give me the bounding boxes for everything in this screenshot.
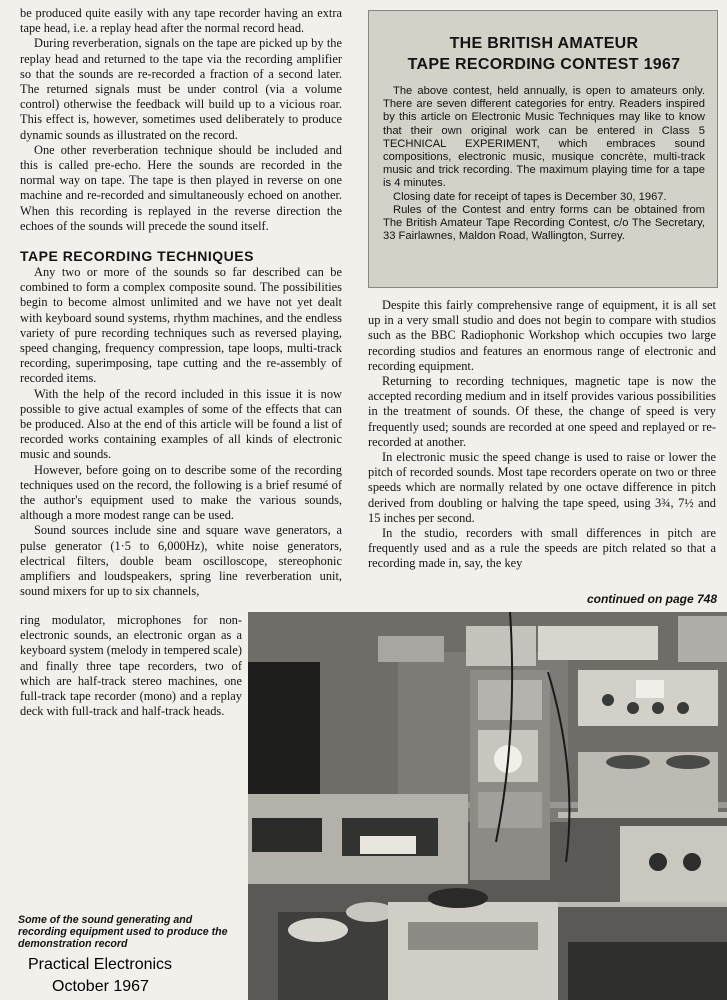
- equipment-photo: [248, 612, 727, 1000]
- left-column-top: [20, 6, 342, 234]
- contest-paragraph: Rules of the Contest and entry forms can be obtained from The British Amateur Tape Recording Contest, c/o The Secretary, 33 Fairlawnes, Maldon Road, Wallington, Surrey.: [383, 203, 705, 243]
- contest-info-box: [368, 10, 718, 288]
- contest-title-line-2: TAPE RECORDING CONTEST 1967: [407, 56, 681, 73]
- contest-paragraph: The above contest, held annually, is open to amateurs only. There are seven different categories for entry. Readers inspired by this article on Electronic Music Techniques may like to know that their own original work can be entered in Class 5 TECHNICAL EXPERIMENT, which embraces sound compositions, electronic music, musique concrète, multi-track music and trick recording. The maximum playing time for a tape is 4 minutes.: [383, 85, 705, 190]
- contest-paragraph: Closing date for receipt of tapes is December 30, 1967.: [393, 190, 667, 203]
- publication-name: Practical Electronics: [28, 956, 173, 973]
- body-paragraph: Sound sources include sine and square wave generators, a pulse generator (1·5 to 6,000Hz), white noise generators, electrical filters, double beam oscilloscope, stereophonic amplifiers and loudspeakers, spring line reverberation unit, sound mixers for up to six channels,: [20, 523, 342, 599]
- body-paragraph: ring modulator, microphones for non-electronic sounds, an electronic organ as a keyboard system (melody in tempered scale) and finally three tape recorders, two of which are half-track stereo machines, one full-track tape recorder (mono) and a replay deck with full-track and half-track heads.: [20, 613, 242, 719]
- body-paragraph: be produced quite easily with any tape recorder having an extra tape head, i.e. a replay head after the normal record head.: [20, 6, 342, 36]
- left-column-bottom: [20, 246, 342, 599]
- body-paragraph: Returning to recording techniques, magnetic tape is now the accepted recording medium and in itself provides various possibilities in the treatment of sounds. Of these, the change of speed is very frequently used; sounds are recorded at one speed and replayed or re-recorded at another.: [368, 374, 716, 449]
- photo-caption: Some of the sound generating and recording equipment used to produce the demonstration record: [18, 914, 228, 950]
- contest-title-line-1: THE BRITISH AMATEUR: [449, 35, 639, 52]
- right-column: [368, 298, 716, 572]
- section-heading: TAPE RECORDING TECHNIQUES: [20, 248, 254, 264]
- contest-title: [383, 33, 705, 75]
- body-paragraph: However, before going on to describe some of the recording techniques used on the record, the following is a brief resumé of the author's equipment used to make the various sounds, although a more modest range can be used.: [20, 462, 342, 523]
- equipment-photo-illustration: [248, 612, 727, 1000]
- contest-body: [383, 85, 705, 243]
- body-paragraph: In the studio, recorders with small differences in pitch are frequently used and as a rule the speeds are pitch related so that a recording made in, say, the key: [368, 526, 716, 571]
- body-paragraph: Despite this fairly comprehensive range of equipment, it is all set up in a very small studio and does not begin to compare with studios such as the BBC Radiophonic Workshop which occupies two large recording studios and features an enormous range of electronic and recording equipment.: [368, 298, 716, 373]
- body-paragraph: During reverberation, signals on the tape are picked up by the replay head and returned to the tape via the recording amplifier so that the sounds are re-recorded a fraction of a second later. The returned signals must be under control (via a volume control) otherwise the feedback will build up to a vicious roar. This effect is, however, sometimes used deliberately to produce dynamic sounds as illustrated on the record.: [20, 36, 342, 142]
- body-paragraph: One other reverberation technique should be included and this is called pre-echo. Here the sounds are recorded in the normal way on tape. The tape is then played in reverse on one machine and re-recorded and simultaneously echoed on another. When this recording is replayed in the reverse direction the echoes of the sounds will precede the sound itself.: [20, 142, 342, 233]
- continued-note: continued on page 748: [586, 592, 717, 606]
- publication-date: October 1967: [52, 978, 149, 995]
- body-paragraph: Any two or more of the sounds so far described can be combined to form a complex composite sound. The possibilities begin to become almost unlimited and we have not yet dealt with keyboard sound systems, rhythm machines, and the endless variety of pure recording techniques such as reversed playing, speed changing, frequency compression, tape loops, multi-track recording, superimposing, tape cutting and the re-assembly of recorded items.: [20, 265, 342, 386]
- body-paragraph: With the help of the record included in this issue it is now possible to give actual examples of some of the effects that can be produced. Also at the end of this article will be found a list of recorded works containing examples of all kinds of electronic music and sounds.: [20, 386, 342, 462]
- left-column-narrow: [20, 613, 242, 719]
- body-paragraph: In electronic music the speed change is used to raise or lower the pitch of recorded sounds. Most tape recorders operate on two or three speeds which are normally related by one octave difference in pitch derived from doubling or halving the tape speed, using 3¾, 7½ and 15 inches per second.: [368, 450, 716, 525]
